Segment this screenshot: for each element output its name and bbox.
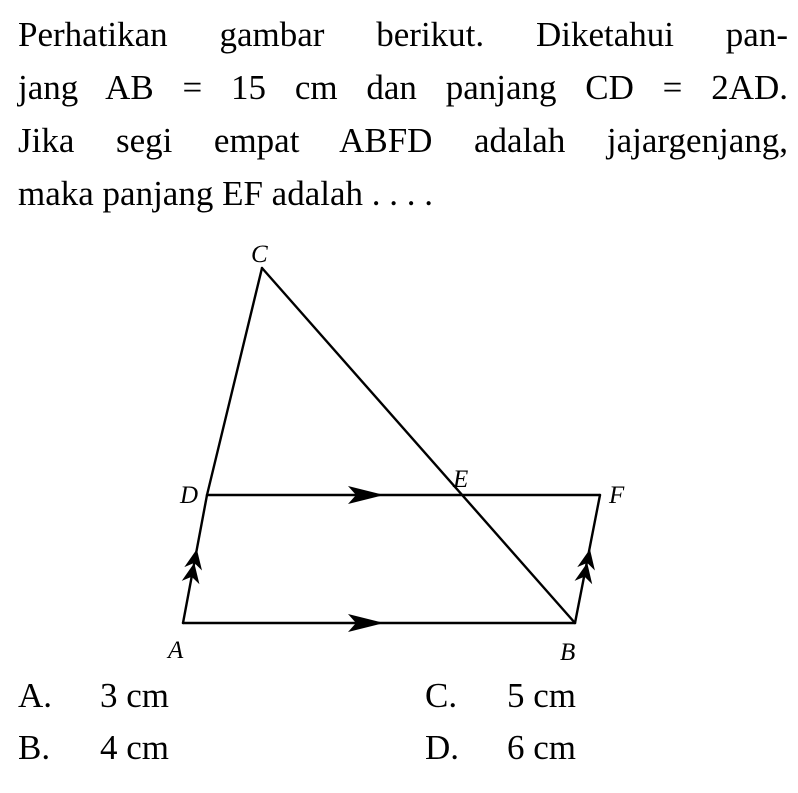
option-d-letter: D.: [425, 728, 460, 767]
option-b[interactable]: [18, 728, 169, 768]
option-d-value: 6 cm: [507, 728, 577, 767]
label-point-f: F: [609, 482, 625, 509]
double-arrow-bf: [575, 547, 599, 584]
label-point-b: B: [560, 639, 576, 666]
option-a-letter: A.: [18, 676, 53, 715]
question-line-4: maka panjang EF adalah . . . .: [18, 174, 434, 213]
question-line-1: Perhatikan gambar berikut. Diketahui pan-: [18, 15, 788, 54]
segment-dc: [207, 268, 262, 495]
option-d[interactable]: [425, 728, 576, 768]
label-point-d: D: [180, 482, 199, 509]
option-b-letter: B.: [18, 728, 51, 767]
option-c-value: 5 cm: [507, 676, 577, 715]
option-c[interactable]: [425, 676, 576, 716]
label-point-a: A: [168, 637, 184, 664]
question-line-2: jang AB = 15 cm dan panjang CD = 2AD.: [18, 68, 788, 107]
double-arrow-ad: [182, 548, 206, 585]
label-point-c: C: [251, 241, 268, 268]
label-point-e: E: [453, 466, 469, 493]
option-a-value: 3 cm: [100, 676, 170, 715]
option-a[interactable]: [18, 676, 169, 716]
option-b-value: 4 cm: [100, 728, 170, 767]
option-c-letter: C.: [425, 676, 458, 715]
segment-cb: [262, 268, 575, 623]
question-line-3: Jika segi empat ABFD adalah jajargenjang,: [18, 121, 788, 160]
